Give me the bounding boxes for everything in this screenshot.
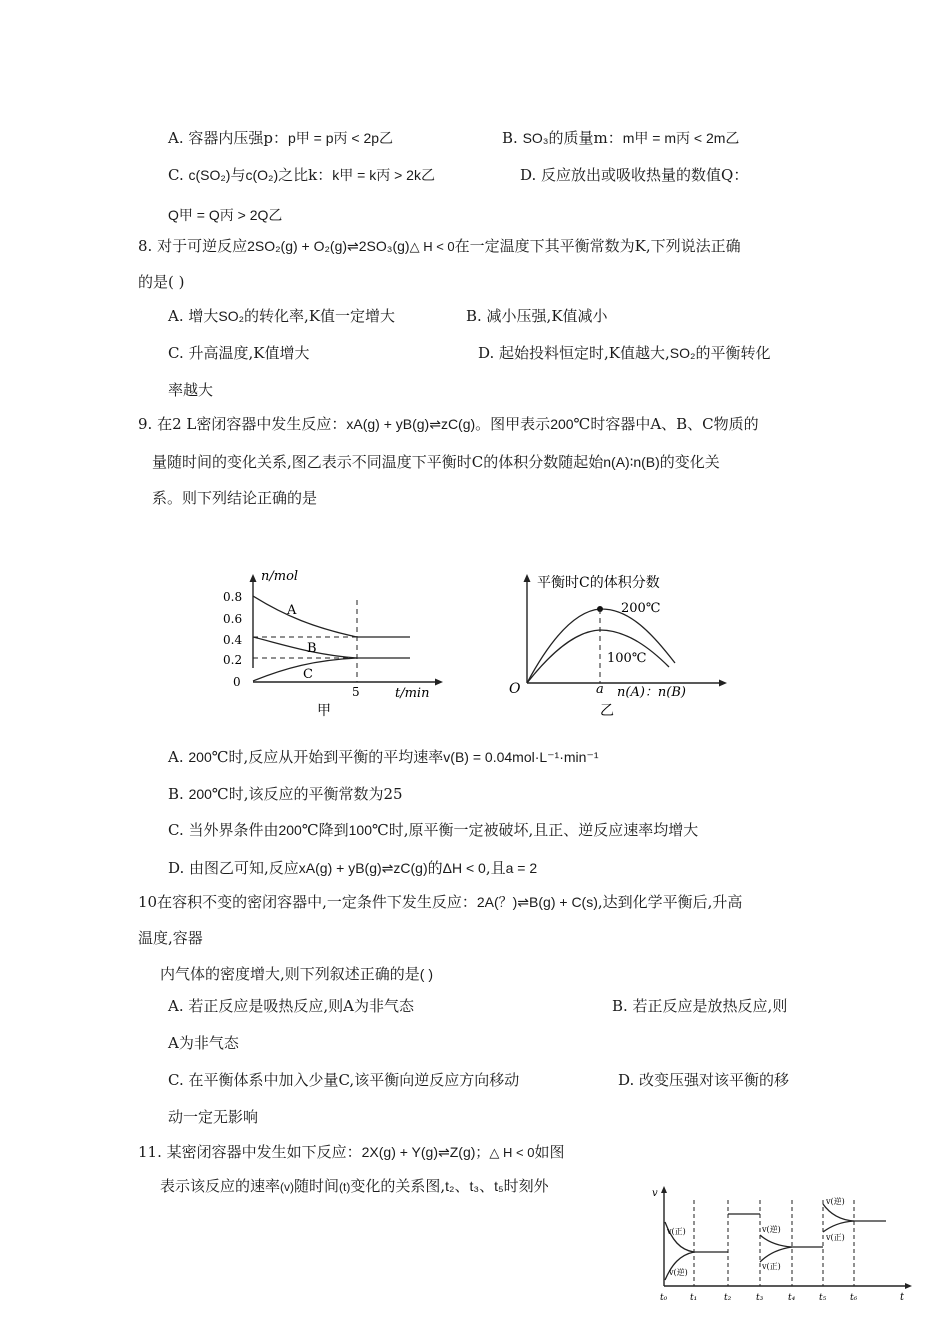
q7-option-c-formula2: c(O₂)	[245, 167, 279, 183]
q9-option-a-prefix: A.	[168, 748, 189, 766]
q11-line2-t: (t)	[339, 1180, 351, 1194]
yi-caption: 乙	[600, 703, 614, 719]
yi-x-label: n(A)：n(B)	[617, 685, 686, 700]
rate-label-2: v(逆)	[669, 1268, 688, 1277]
q7-option-d-formula: Q甲 = Q丙 > 2Q乙	[168, 207, 283, 223]
q9-option-a-text: ℃时,反应从开始到平衡的平均速率	[211, 748, 444, 766]
q9-stem-formula: xA(g) + yB(g)⇌zC(g)	[346, 416, 476, 432]
q11-line2-v: (v)	[280, 1180, 295, 1194]
q9-option-a-temp: 200	[188, 749, 212, 765]
rate-tick-t6: t₆	[850, 1293, 858, 1303]
rate-tick-t0: t₀	[660, 1293, 668, 1303]
q9-option-d-mid: 的	[427, 859, 443, 877]
q9-option-c-prefix: C. 当外界条件由	[168, 821, 279, 839]
q7-option-c-text1: 与	[230, 166, 246, 184]
q9-option-c-temp2: 100	[348, 822, 372, 838]
rate-label-5: v(逆)	[826, 1197, 845, 1206]
rate-curve-v-reverse-5	[823, 1204, 854, 1221]
q9-stem-line2-prefix: 量随时间的变化关系,图乙表示不同温度下平衡时C的体积分数随起始	[152, 453, 604, 471]
q9-stem-prefix: 9. 在2 L密闭容器中发生反应：	[138, 415, 347, 433]
q9-option-a-formula: v(B) = 0.04mol·L⁻¹·min⁻¹	[443, 749, 599, 765]
q11-stem-line2	[160, 1176, 549, 1197]
q9-option-b	[168, 784, 403, 804]
q8-option-a-prefix: A. 增大	[168, 307, 219, 325]
q10-option-b-line2: A为非气态	[168, 1034, 239, 1052]
q10-option-d: D. 改变压强对该平衡的移	[618, 1071, 790, 1089]
jia-caption: 甲	[317, 703, 331, 719]
q10-stem-suffix: ,达到化学平衡后,升高	[597, 893, 743, 911]
yi-y-arrow	[524, 574, 531, 582]
jia-ytick-0.8: 0.8	[223, 590, 243, 604]
jia-y-label: n/mol	[261, 569, 299, 584]
q9-option-c-suffix: ℃时,原平衡一定被破坏,且正、逆反应速率均增大	[371, 821, 699, 839]
q10-stem-formula: 2A(？)⇌B(g) + C(s)	[476, 894, 598, 910]
q9-option-d	[168, 858, 537, 878]
q8-option-d-formula: SO₂	[669, 345, 696, 361]
q11-line2-c: 变化的关系图,	[350, 1177, 446, 1195]
q9-option-b-prefix: B.	[168, 785, 189, 803]
q9-stem-temp: 200	[550, 416, 574, 432]
q9-option-d-formula: xA(g) + yB(g)⇌zC(g)	[298, 860, 428, 876]
q11-line2-b: 随时间	[294, 1177, 340, 1195]
q10-stem-line3	[160, 964, 433, 984]
rate-curve-v-forward-5	[823, 1221, 854, 1232]
q8-stem-prefix: 8. 对于可逆反应	[138, 237, 248, 255]
q8-option-c: C. 升高温度,K值增大	[168, 344, 310, 362]
q7-option-c-label: C.	[168, 166, 189, 184]
q11-stem-prefix: 11. 某密闭容器中发生如下反应：	[138, 1143, 362, 1161]
q9-stem-suffix: ℃时容器中A、B、C物质的	[573, 415, 759, 433]
figure-jia	[215, 560, 445, 720]
q11-line2-t3: t₃	[469, 1178, 480, 1194]
q11-line2-a: 表示该反应的速率	[160, 1177, 281, 1195]
q7-option-b-formula1: SO₃	[522, 130, 549, 146]
q10-option-b: B. 若正反应是放热反应,则	[612, 997, 788, 1015]
q9-option-d-formula3: a = 2	[505, 860, 538, 876]
rate-tick-t1: t₁	[690, 1293, 698, 1303]
yi-curve-200	[527, 609, 675, 683]
q9-option-c-mid: ℃降到	[301, 821, 349, 839]
q9-option-b-temp: 200	[188, 786, 212, 802]
rate-curve-v-forward-3	[760, 1247, 792, 1262]
rate-tick-t4: t₄	[788, 1293, 796, 1303]
q9-stem-line2-suffix: 的变化关	[659, 453, 720, 471]
jia-ytick-0.2: 0.2	[223, 653, 243, 667]
jia-x-label: t/min	[395, 686, 430, 701]
q10-option-a: A. 若正反应是吸热反应,则A为非气态	[168, 997, 414, 1015]
q9-stem-line2-formula: n(A)∶n(B)	[603, 454, 660, 470]
yi-x-arrow	[719, 680, 727, 687]
q9-option-d-mid2: ,且	[485, 859, 506, 877]
q10-stem-line3-paren: ( )	[419, 966, 433, 982]
jia-xtick-5: 5	[352, 685, 360, 699]
q9-option-b-text: ℃时,该反应的平衡常数为25	[211, 785, 403, 803]
jia-x-arrow	[435, 679, 443, 686]
q9-option-a	[168, 747, 599, 767]
q7-option-b-formula2: m甲 = m丙 < 2m乙	[622, 130, 740, 146]
q11-line2-d: 时刻外	[503, 1177, 549, 1195]
jia-label-c: C	[303, 667, 313, 682]
q7-option-d: D. 反应放出或吸收热量的数值Q：	[520, 166, 749, 184]
yi-label-100: 100℃	[607, 651, 647, 666]
q7-option-b-text: 的质量m：	[548, 129, 623, 147]
q7-option-a-label: A. 容器内压强p：	[168, 129, 288, 147]
q9-stem-line3: 系。则下列结论正确的是	[152, 489, 318, 507]
rate-label-4: v(正)	[762, 1262, 781, 1271]
q11-stem-formula: 2X(g) + Y(g)⇌Z(g)；	[361, 1144, 490, 1160]
q8-stem-line2: 的是( )	[138, 273, 185, 291]
rate-label-6: v(正)	[826, 1233, 845, 1242]
q8-option-a-suffix: 的转化率,K值一定增大	[244, 307, 396, 325]
q8-option-a-formula: SO₂	[218, 308, 245, 324]
q8-stem-formula: 2SO₂(g) + O₂(g)⇌2SO₃(g)	[247, 238, 410, 254]
q11-line2-sep1: 、	[454, 1177, 470, 1195]
q8-option-d-line2: 率越大	[168, 381, 214, 399]
yi-label-200: 200℃	[621, 601, 661, 616]
figure-yi	[505, 565, 740, 720]
q10-stem	[138, 892, 742, 912]
q8-option-d	[478, 343, 770, 363]
q9-option-d-formula2: ΔH < 0	[442, 860, 486, 876]
rate-tick-t5: t₅	[819, 1293, 827, 1303]
rate-x-label: t	[900, 1292, 905, 1303]
q7-option-a	[168, 128, 393, 148]
jia-label-b: B	[307, 641, 317, 656]
q9-option-c	[168, 820, 698, 840]
q8-option-b: B. 减小压强,K值减小	[466, 307, 608, 325]
q7-option-c	[168, 165, 435, 185]
q8-stem-suffix: 在一定温度下其平衡常数为K,下列说法正确	[454, 237, 741, 255]
yi-title: 平衡时C的体积分数	[537, 575, 660, 591]
figure-rate-time	[648, 1180, 918, 1344]
q11-line2-t5: t₅	[494, 1178, 504, 1194]
q8-stem-enthalpy: △ H < 0	[409, 239, 455, 254]
q7-option-c-text2: 之比k：	[278, 166, 333, 184]
q10-option-c: C. 在平衡体系中加入少量C,该平衡向逆反应方向移动	[168, 1071, 520, 1089]
jia-label-a: A	[287, 603, 297, 618]
q7-option-c-formula3: k甲 = k丙 > 2k乙	[332, 167, 435, 183]
q11-stem	[138, 1142, 564, 1163]
rate-y-label: v	[652, 1188, 658, 1199]
q11-line2-t2: t₂	[445, 1178, 455, 1194]
q10-stem-line2: 温度,容器	[138, 929, 203, 947]
jia-curve-b	[253, 637, 357, 658]
yi-curve-100	[527, 630, 669, 683]
jia-ytick-0.6: 0.6	[223, 612, 243, 626]
q9-stem	[138, 414, 759, 434]
q11-stem-suffix: 如图	[534, 1143, 565, 1161]
q9-option-c-temp1: 200	[278, 822, 302, 838]
q11-stem-enthalpy: △ H < 0	[489, 1145, 535, 1160]
q8-option-d-prefix: D. 起始投料恒定时,K值越大,	[478, 344, 670, 362]
rate-x-arrow	[905, 1283, 912, 1289]
rate-y-arrow	[661, 1186, 667, 1193]
q8-option-a	[168, 306, 395, 326]
rate-tick-t2: t₂	[724, 1293, 732, 1303]
jia-ytick-0.4: 0.4	[223, 633, 243, 647]
q7-option-c-formula1: c(SO₂)	[188, 167, 231, 183]
rate-label-3: v(逆)	[762, 1225, 781, 1234]
rate-curve-v-reverse-3	[760, 1235, 792, 1247]
q9-option-d-prefix: D. 由图乙可知,反应	[168, 859, 299, 877]
q11-line2-sep2: 、	[479, 1177, 495, 1195]
q8-stem	[138, 236, 741, 257]
yi-xtick-a: a	[596, 682, 604, 697]
yi-origin: O	[509, 681, 521, 697]
q7-option-b	[502, 128, 739, 148]
q8-option-d-suffix: 的平衡转化	[695, 344, 771, 362]
q10-option-d-line2: 动一定无影响	[168, 1108, 259, 1126]
jia-curve-a	[253, 596, 357, 637]
q9-stem-mid: 。图甲表示	[475, 415, 551, 433]
rate-label-1: v(正)	[667, 1227, 686, 1236]
jia-y-arrow	[250, 574, 257, 582]
q9-stem-line2	[152, 452, 720, 472]
q7-option-b-label: B.	[502, 129, 523, 147]
rate-tick-t3: t₃	[756, 1293, 764, 1303]
q7-option-a-formula: p甲 = p丙 < 2p乙	[287, 130, 394, 146]
q10-stem-line3-text: 内气体的密度增大,则下列叙述正确的是	[160, 965, 420, 983]
jia-ytick-0: 0	[233, 675, 241, 689]
q10-stem-prefix: 10在容积不变的密闭容器中,一定条件下发生反应：	[138, 893, 477, 911]
